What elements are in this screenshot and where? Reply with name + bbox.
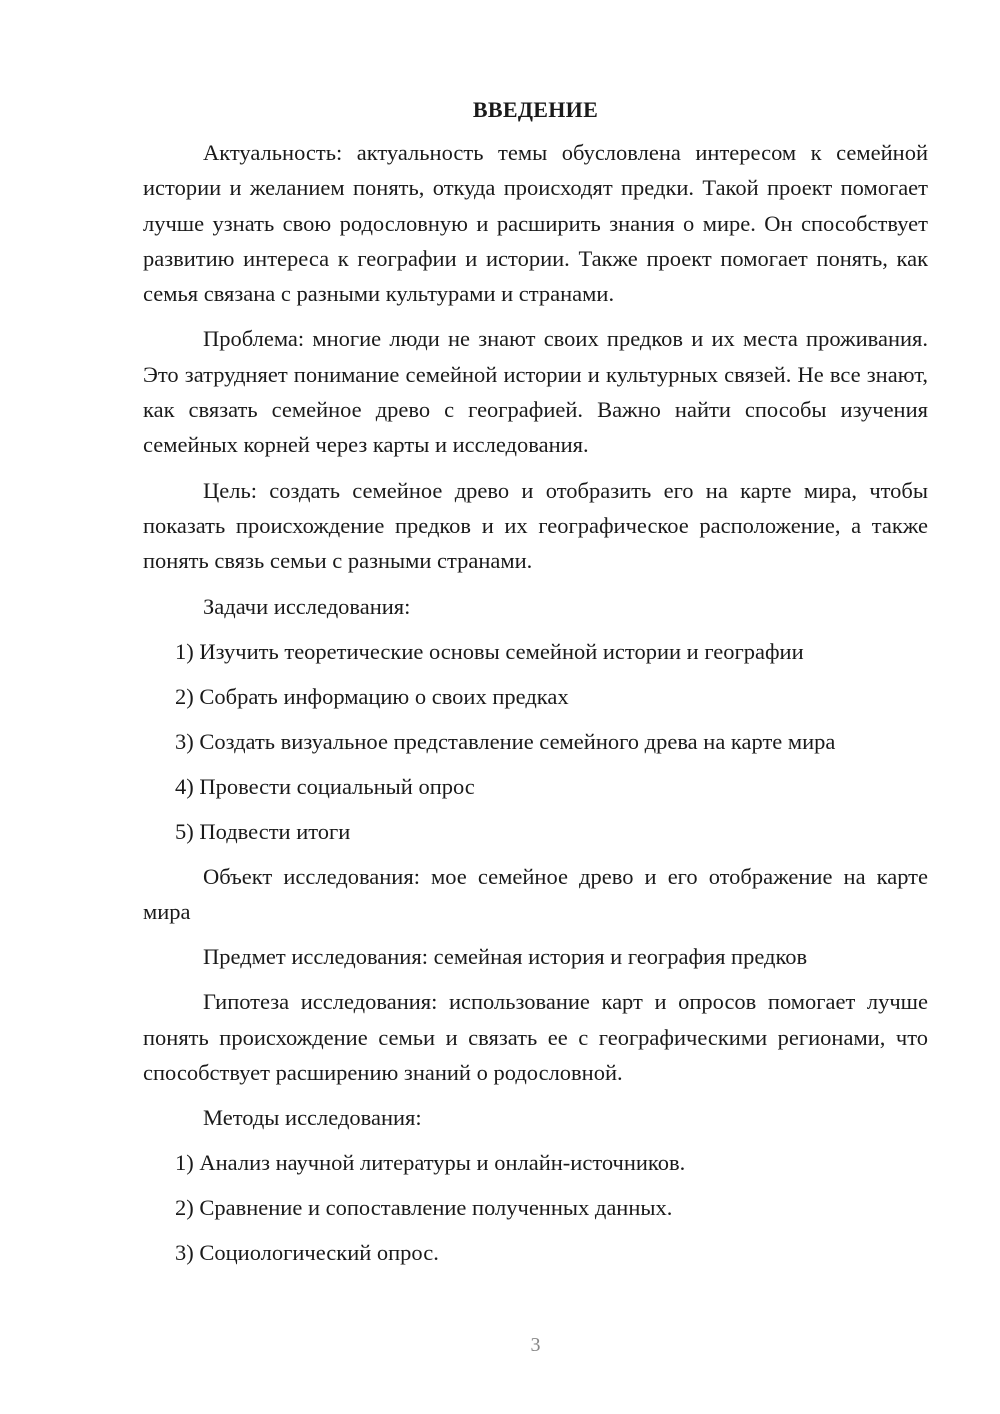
tasks-heading: Задачи исследования: <box>203 593 411 619</box>
document-page <box>143 95 928 1280</box>
section-title: ВВЕДЕНИЕ <box>472 97 599 122</box>
task-item: 3) Создать визуальное представление семейного древа на карте мира <box>175 728 836 754</box>
method-item: 3) Социологический опрос. <box>175 1240 439 1266</box>
task-item: 4) Провести социальный опрос <box>175 773 475 799</box>
page-number: 3 <box>530 1334 541 1356</box>
tasks-list <box>143 634 928 849</box>
goal-paragraph: Цель: создать семейное древо и отобразить его на карте мира, чтобы показать происхождение предков и их географическое расположение, а также понять связь семьи с разными странами. <box>143 477 928 574</box>
method-item: 2) Сравнение и сопоставление полученных данных. <box>175 1195 673 1221</box>
task-item: 1) Изучить теоретические основы семейной истории и географии <box>175 638 804 664</box>
hypothesis-paragraph: Гипотеза исследования: использование карт и опросов помогает лучше понять происхождение семьи и связать ее с географическими регионами, что способствует расширению знаний о родословной. <box>143 989 928 1086</box>
task-item: 5) Подвести итоги <box>175 818 351 844</box>
method-item: 1) Анализ научной литературы и онлайн-источников. <box>175 1150 686 1176</box>
task-item: 2) Собрать информацию о своих предках <box>175 683 569 709</box>
subject-paragraph: Предмет исследования: семейная история и география предков <box>203 944 808 970</box>
relevance-paragraph: Актуальность: актуальность темы обусловлена интересом к семейной истории и желанием понять, откуда происходят предки. Такой проект помогает лучше узнать свою родословную и расширить знания о мире. Он способствует развитию интереса к географии и истории. Также проект помогает понять, как семья связана с разными культурами и странами. <box>143 140 928 307</box>
methods-heading: Методы исследования: <box>203 1105 422 1131</box>
problem-paragraph: Проблема: многие люди не знают своих предков и их места проживания. Это затрудняет понимание семейной истории и культурных связей. Не все знают, как связать семейное древо с географией. Важно найти способы изучения семейных корней через карты и исследования. <box>143 326 928 458</box>
object-paragraph: Объект исследования: мое семейное древо и его отображение на карте мира <box>143 863 928 924</box>
methods-list <box>143 1145 928 1270</box>
